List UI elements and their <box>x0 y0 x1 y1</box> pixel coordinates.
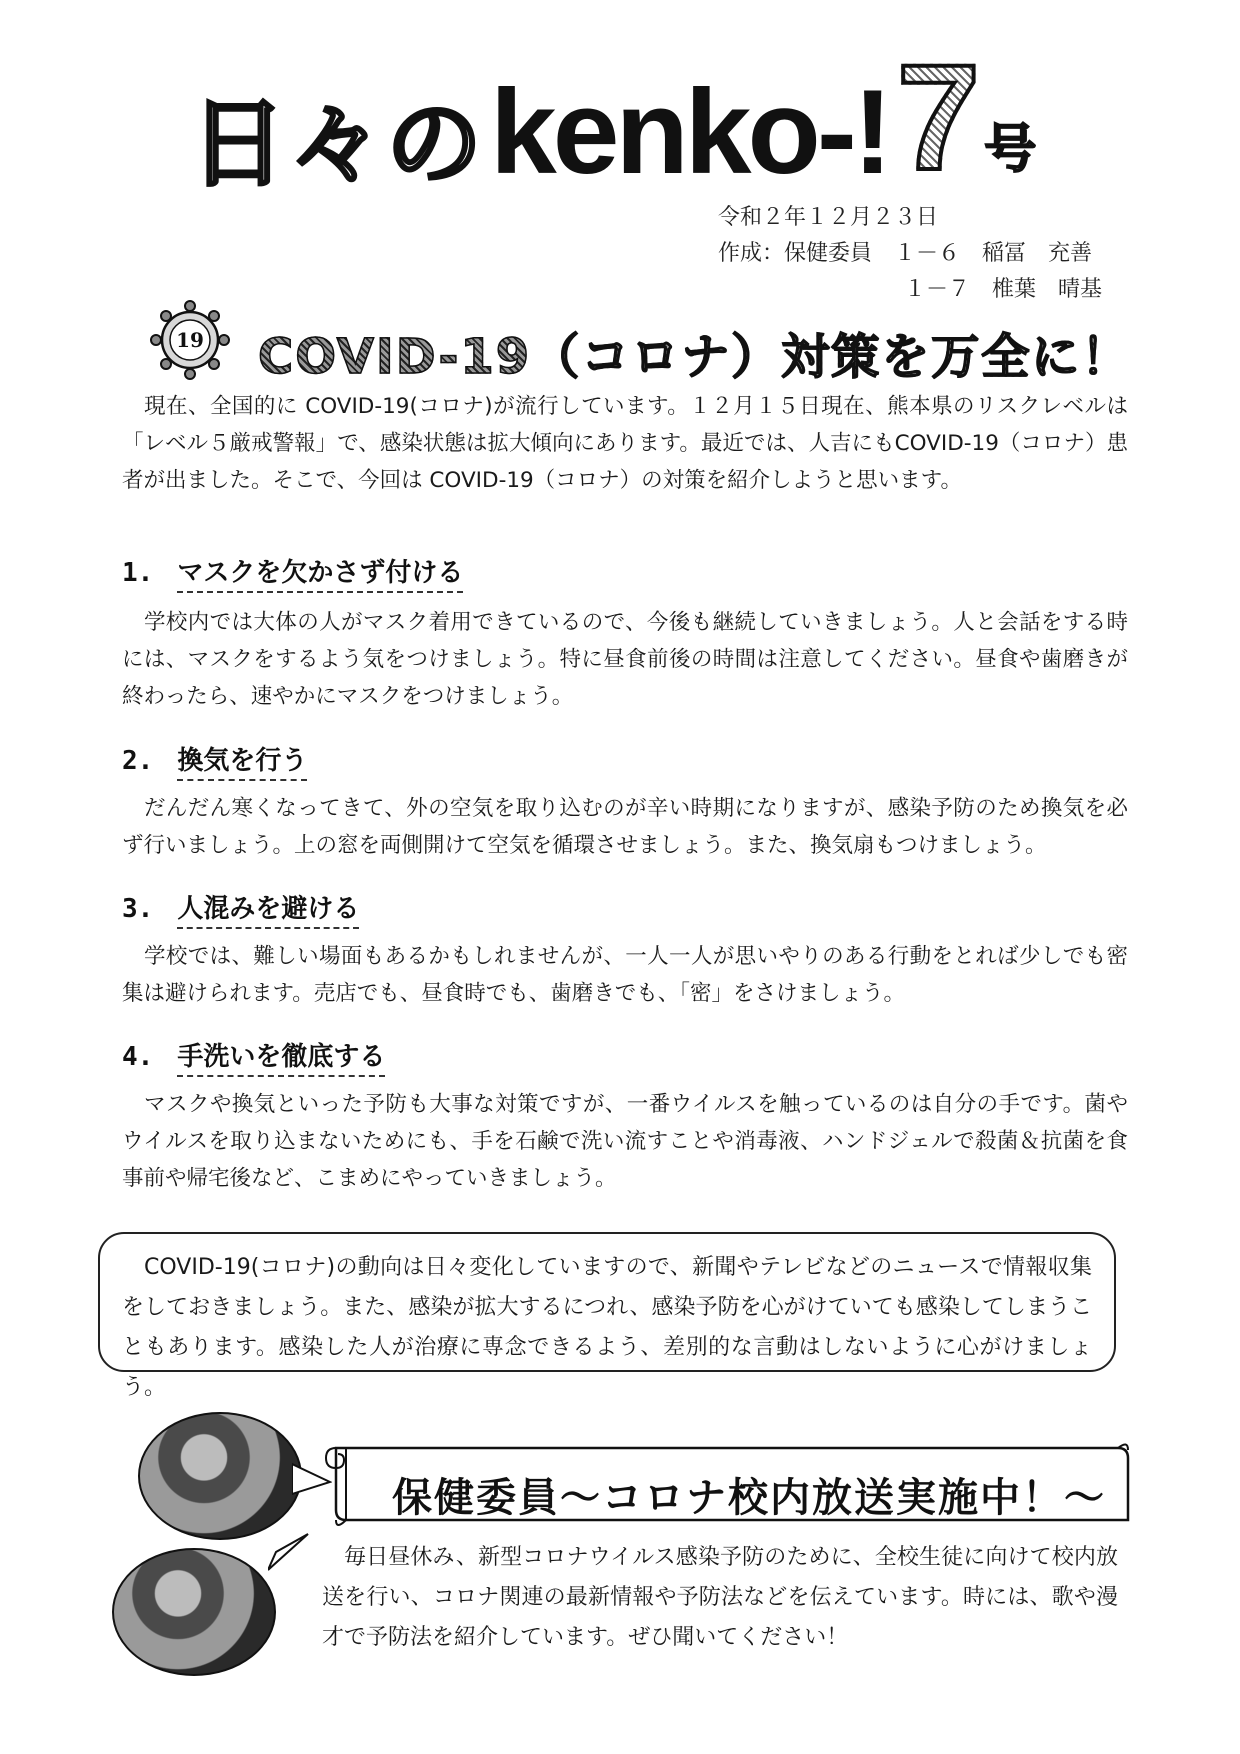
issue-date: 令和２年１２月２３日 <box>718 205 939 230</box>
section-2-title: 換気を行う <box>177 740 307 781</box>
photo-2-tail <box>268 1532 310 1572</box>
headline: COVID-19（コロナ）対策を万全に！ <box>258 318 1131 387</box>
virus-icon <box>150 300 230 380</box>
section-4-title: 手洗いを徹底する <box>177 1036 385 1077</box>
broadcast-title: 保健委員～コロナ校内放送実施中！～ <box>392 1475 1106 1521</box>
section-2-heading <box>122 740 307 781</box>
section-4-body: マスクや換気といった予防も大事な対策ですが、一番ウイルスを触っているのは自分の手です。菌やウイルスを取り込まないためにも、手を石鹸で洗い流すことや消毒液、ハンドジェルで殺菌＆抗菌を食事前や帰宅後など、こまめにやっていきましょう。 <box>122 1092 1128 1191</box>
section-3-number: 3. <box>122 894 154 924</box>
virus-badge-text: 19 <box>176 328 204 352</box>
masthead-char-2: 々 <box>288 88 384 200</box>
section-1-title: マスクを欠かさず付ける <box>177 552 463 593</box>
section-3-body: 学校では、難しい場面もあるかもしれませんが、一人一人が思いやりのある行動をとれば少しでも密集は避けられます。売店でも、昼食時でも、歯磨きでも、「密」をさけましょう。 <box>122 944 1128 1006</box>
section-1-heading <box>122 552 463 593</box>
broadcast-photo-1 <box>138 1412 302 1540</box>
author-line-1: 作成：保健委員 １－６ 稲冨 充善 <box>718 241 1093 266</box>
section-2-number: 2. <box>122 746 154 776</box>
section-2-body: だんだん寒くなってきて、外の空気を取り込むのが辛い時期になりますが、感染予防のため換気を必ず行いましょう。上の窓を両側開けて空気を循環させましょう。また、換気扇もつけましょう。 <box>122 796 1128 858</box>
author-line-2: １－７ 椎葉 晴基 <box>904 277 1103 302</box>
masthead-word: kenko-! <box>490 65 889 199</box>
issue-suffix: 号 <box>984 120 1037 180</box>
masthead-char-3: の <box>386 88 482 200</box>
note-text: COVID-19(コロナ)の動向は日々変化していますので、新聞やテレビなどのニュースで情報収集をしておきましょう。また、感染が拡大するにつれ、感染予防を心がけていても感染してしまうこともあります。感染した人が治療に専念できるよう、差別的な言動はしないように心がけましょう。 <box>122 1255 1092 1400</box>
broadcast-body: 毎日昼休み、新型コロナウイルス感染予防のために、全校生徒に向けて校内放送を行い、コロナ関連の最新情報や予防法などを伝えています。時には、歌や漫才で予防法を紹介しています。ぜひ聞いてください！ <box>322 1545 1118 1650</box>
issue-number: 7 <box>896 33 981 201</box>
intro-paragraph: 現在、全国的に COVID-19(コロナ)が流行しています。１２月１５日現在、熊本県のリスクレベルは「レベル５厳戒警報」で、感染状態は拡大傾向にあります。最近では、人吉にもCOVID-19（コロナ）患者が出ました。そこで、今回は COVID-19（コロナ）の対策を紹介しようと思います。 <box>122 394 1128 493</box>
note-box <box>98 1232 1116 1400</box>
section-4-number: 4. <box>122 1042 154 1072</box>
section-3-title: 人混みを避ける <box>177 888 359 929</box>
masthead-char-1: 日 <box>190 88 286 200</box>
section-1-body: 学校内では大体の人がマスク着用できているので、今後も継続していきましょう。人と会話をする時には、マスクをするよう気をつけましょう。特に昼食前後の時間は注意してください。昼食や歯磨きが終わったら、速やかにマスクをつけましょう。 <box>122 610 1128 709</box>
section-3-heading <box>122 888 359 929</box>
broadcast-photo-2 <box>112 1548 276 1676</box>
masthead-title <box>190 33 1037 201</box>
section-1-number: 1. <box>122 558 154 588</box>
section-4-heading <box>122 1036 385 1077</box>
